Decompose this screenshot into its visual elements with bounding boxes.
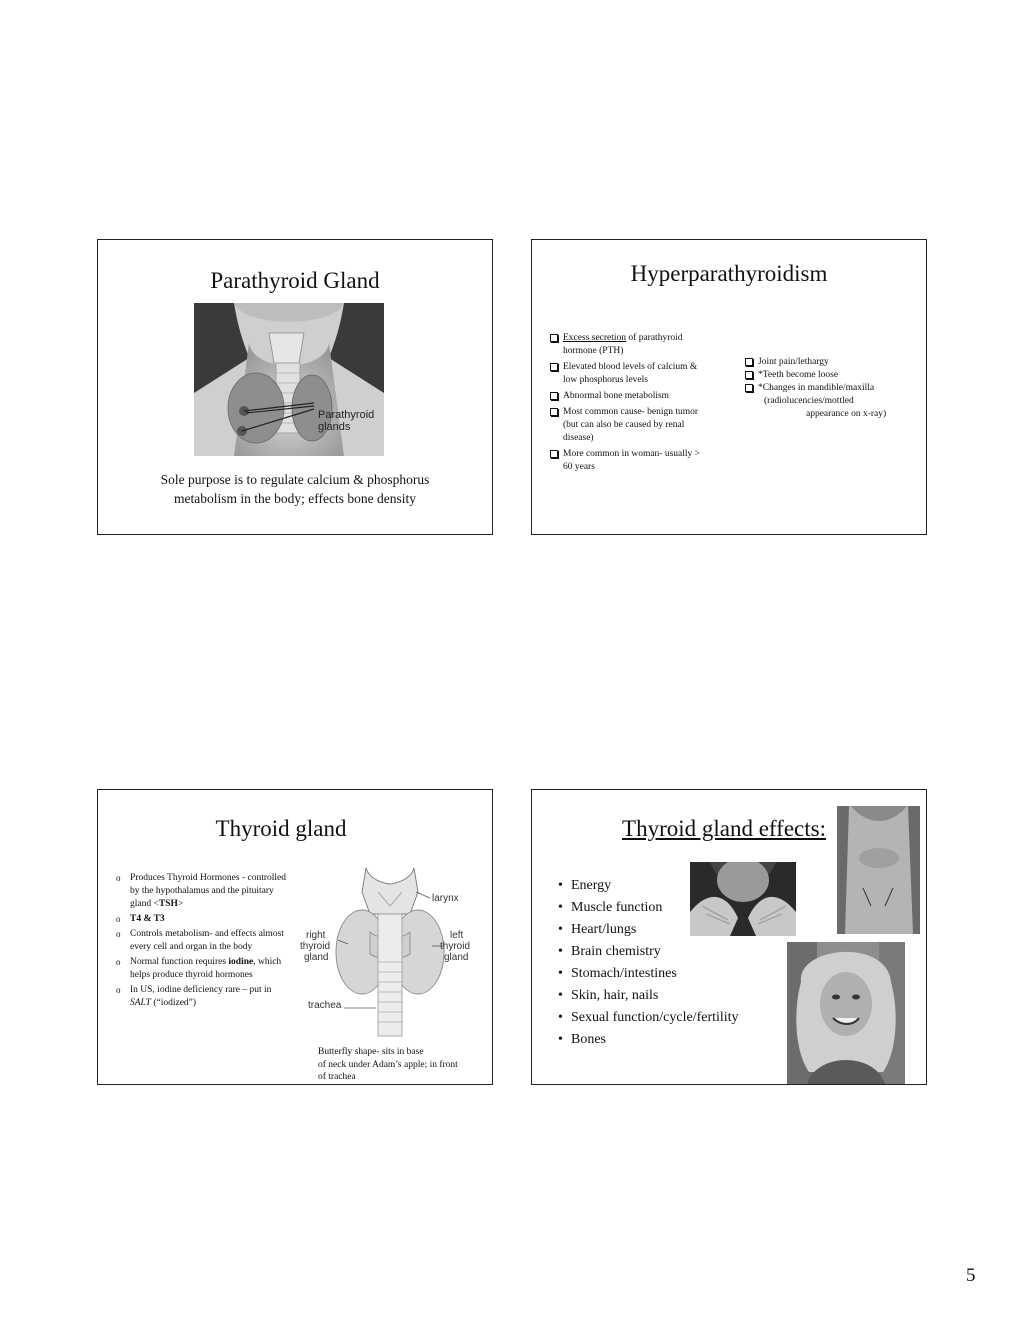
svg-text:gland: gland	[304, 952, 329, 963]
list-item: o Produces Thyroid Hormones - controlled by the hypothalamus and the pituitary gland <TSH>	[116, 873, 287, 909]
circle-bullet-icon: o	[116, 914, 121, 924]
list-item: • Brain chemistry	[558, 941, 758, 963]
slide-caption: Sole purpose is to regulate calcium & phosphorus metabolism in the body; effects bone density	[160, 472, 430, 506]
circle-bullet-icon: o	[116, 985, 121, 995]
slide-title: Thyroid gland	[215, 816, 347, 841]
list-item: Abnormal bone metabolism	[549, 390, 707, 403]
checkbox-bullet-icon	[745, 358, 753, 366]
list-item: o In US, iodine deficiency rare – put in SALT (“iodized”)	[116, 985, 272, 1008]
checkbox-bullet-icon	[550, 450, 558, 458]
slide-thyroid-gland-effects	[531, 789, 927, 1085]
dot-bullet-icon: •	[558, 966, 563, 981]
list-item: • Skin, hair, nails	[558, 985, 758, 1007]
slide-caption: Butterfly shape- sits in base of neck under Adam’s apple; in front of trachea	[318, 1047, 458, 1082]
bullet-list-left	[549, 332, 707, 477]
larynx-label: larynx	[432, 893, 459, 904]
checkbox-bullet-icon	[745, 371, 753, 379]
parathyroid-label: Parathyroid	[318, 409, 375, 421]
list-item: • Bones	[558, 1029, 758, 1051]
right-thyroid-label: right	[306, 930, 326, 941]
list-item: • Stomach/intestines	[558, 963, 758, 985]
slide-thyroid-gland	[97, 789, 493, 1085]
left-thyroid-label: left	[450, 930, 464, 941]
list-item: • Heart/lungs	[558, 919, 758, 941]
slide-hyperparathyroidism	[531, 239, 927, 535]
dot-bullet-icon: •	[558, 900, 563, 915]
neck-palpation-photo	[690, 862, 796, 936]
checkbox-bullet-icon	[550, 363, 558, 371]
list-item: Most common cause- benign tumor (but can also be caused by renal disease)	[549, 406, 707, 445]
dot-bullet-icon: •	[558, 922, 563, 937]
dot-bullet-icon: •	[558, 944, 563, 959]
list-item: Elevated blood levels of calcium & low phosphorus levels	[549, 361, 707, 387]
list-item: • Muscle function	[558, 897, 758, 919]
svg-text:gland: gland	[444, 952, 469, 963]
page-number: 5	[966, 1265, 976, 1286]
checkbox-bullet-icon	[745, 384, 753, 392]
slide-title: Thyroid gland effects:	[622, 816, 826, 841]
list-item: o Normal function requires iodine, which helps produce thyroid hormones	[116, 957, 282, 980]
list-item: Joint pain/lethargy	[744, 356, 922, 369]
neck-closeup-photo	[837, 806, 920, 934]
trachea-label: trachea	[308, 1000, 342, 1011]
dot-bullet-icon: •	[558, 1032, 563, 1047]
bullet-list-right	[744, 356, 922, 421]
list-item: Excess secretion of parathyroid hormone (PTH)	[549, 332, 707, 358]
slide-title: Hyperparathyroidism	[630, 261, 828, 286]
list-item: *Teeth become loose	[744, 369, 922, 382]
list-item: • Energy	[558, 875, 758, 897]
dot-bullet-icon: •	[558, 1010, 563, 1025]
parathyroid-illustration	[194, 303, 384, 456]
checkbox-bullet-icon	[550, 408, 558, 416]
list-item: o T4 & T3	[116, 914, 165, 924]
circle-bullet-icon: o	[116, 873, 121, 883]
checkbox-bullet-icon	[550, 392, 558, 400]
circle-bullet-icon: o	[116, 929, 121, 939]
dot-bullet-icon: •	[558, 988, 563, 1003]
svg-text:thyroid: thyroid	[300, 941, 331, 952]
bullet-list	[116, 872, 288, 1012]
list-item: • Sexual function/cycle/fertility	[558, 1007, 758, 1029]
thyroid-diagram	[298, 862, 476, 1048]
dot-bullet-icon: •	[558, 878, 563, 893]
circle-bullet-icon: o	[116, 957, 121, 967]
slide-parathyroid-gland	[97, 239, 493, 535]
svg-text:thyroid: thyroid	[440, 941, 471, 952]
glands-label: glands	[318, 421, 351, 433]
checkbox-bullet-icon	[550, 334, 558, 342]
woman-portrait-photo	[787, 942, 905, 1084]
list-item: More common in woman- usually > 60 years	[549, 448, 707, 474]
list-item: *Changes in mandible/maxilla (radiolucencies/mottled appearance on x-ray)	[744, 382, 922, 421]
list-item: o Controls metabolism- and effects almost every cell and organ in the body	[116, 929, 284, 952]
slide-title: Parathyroid Gland	[210, 268, 380, 293]
